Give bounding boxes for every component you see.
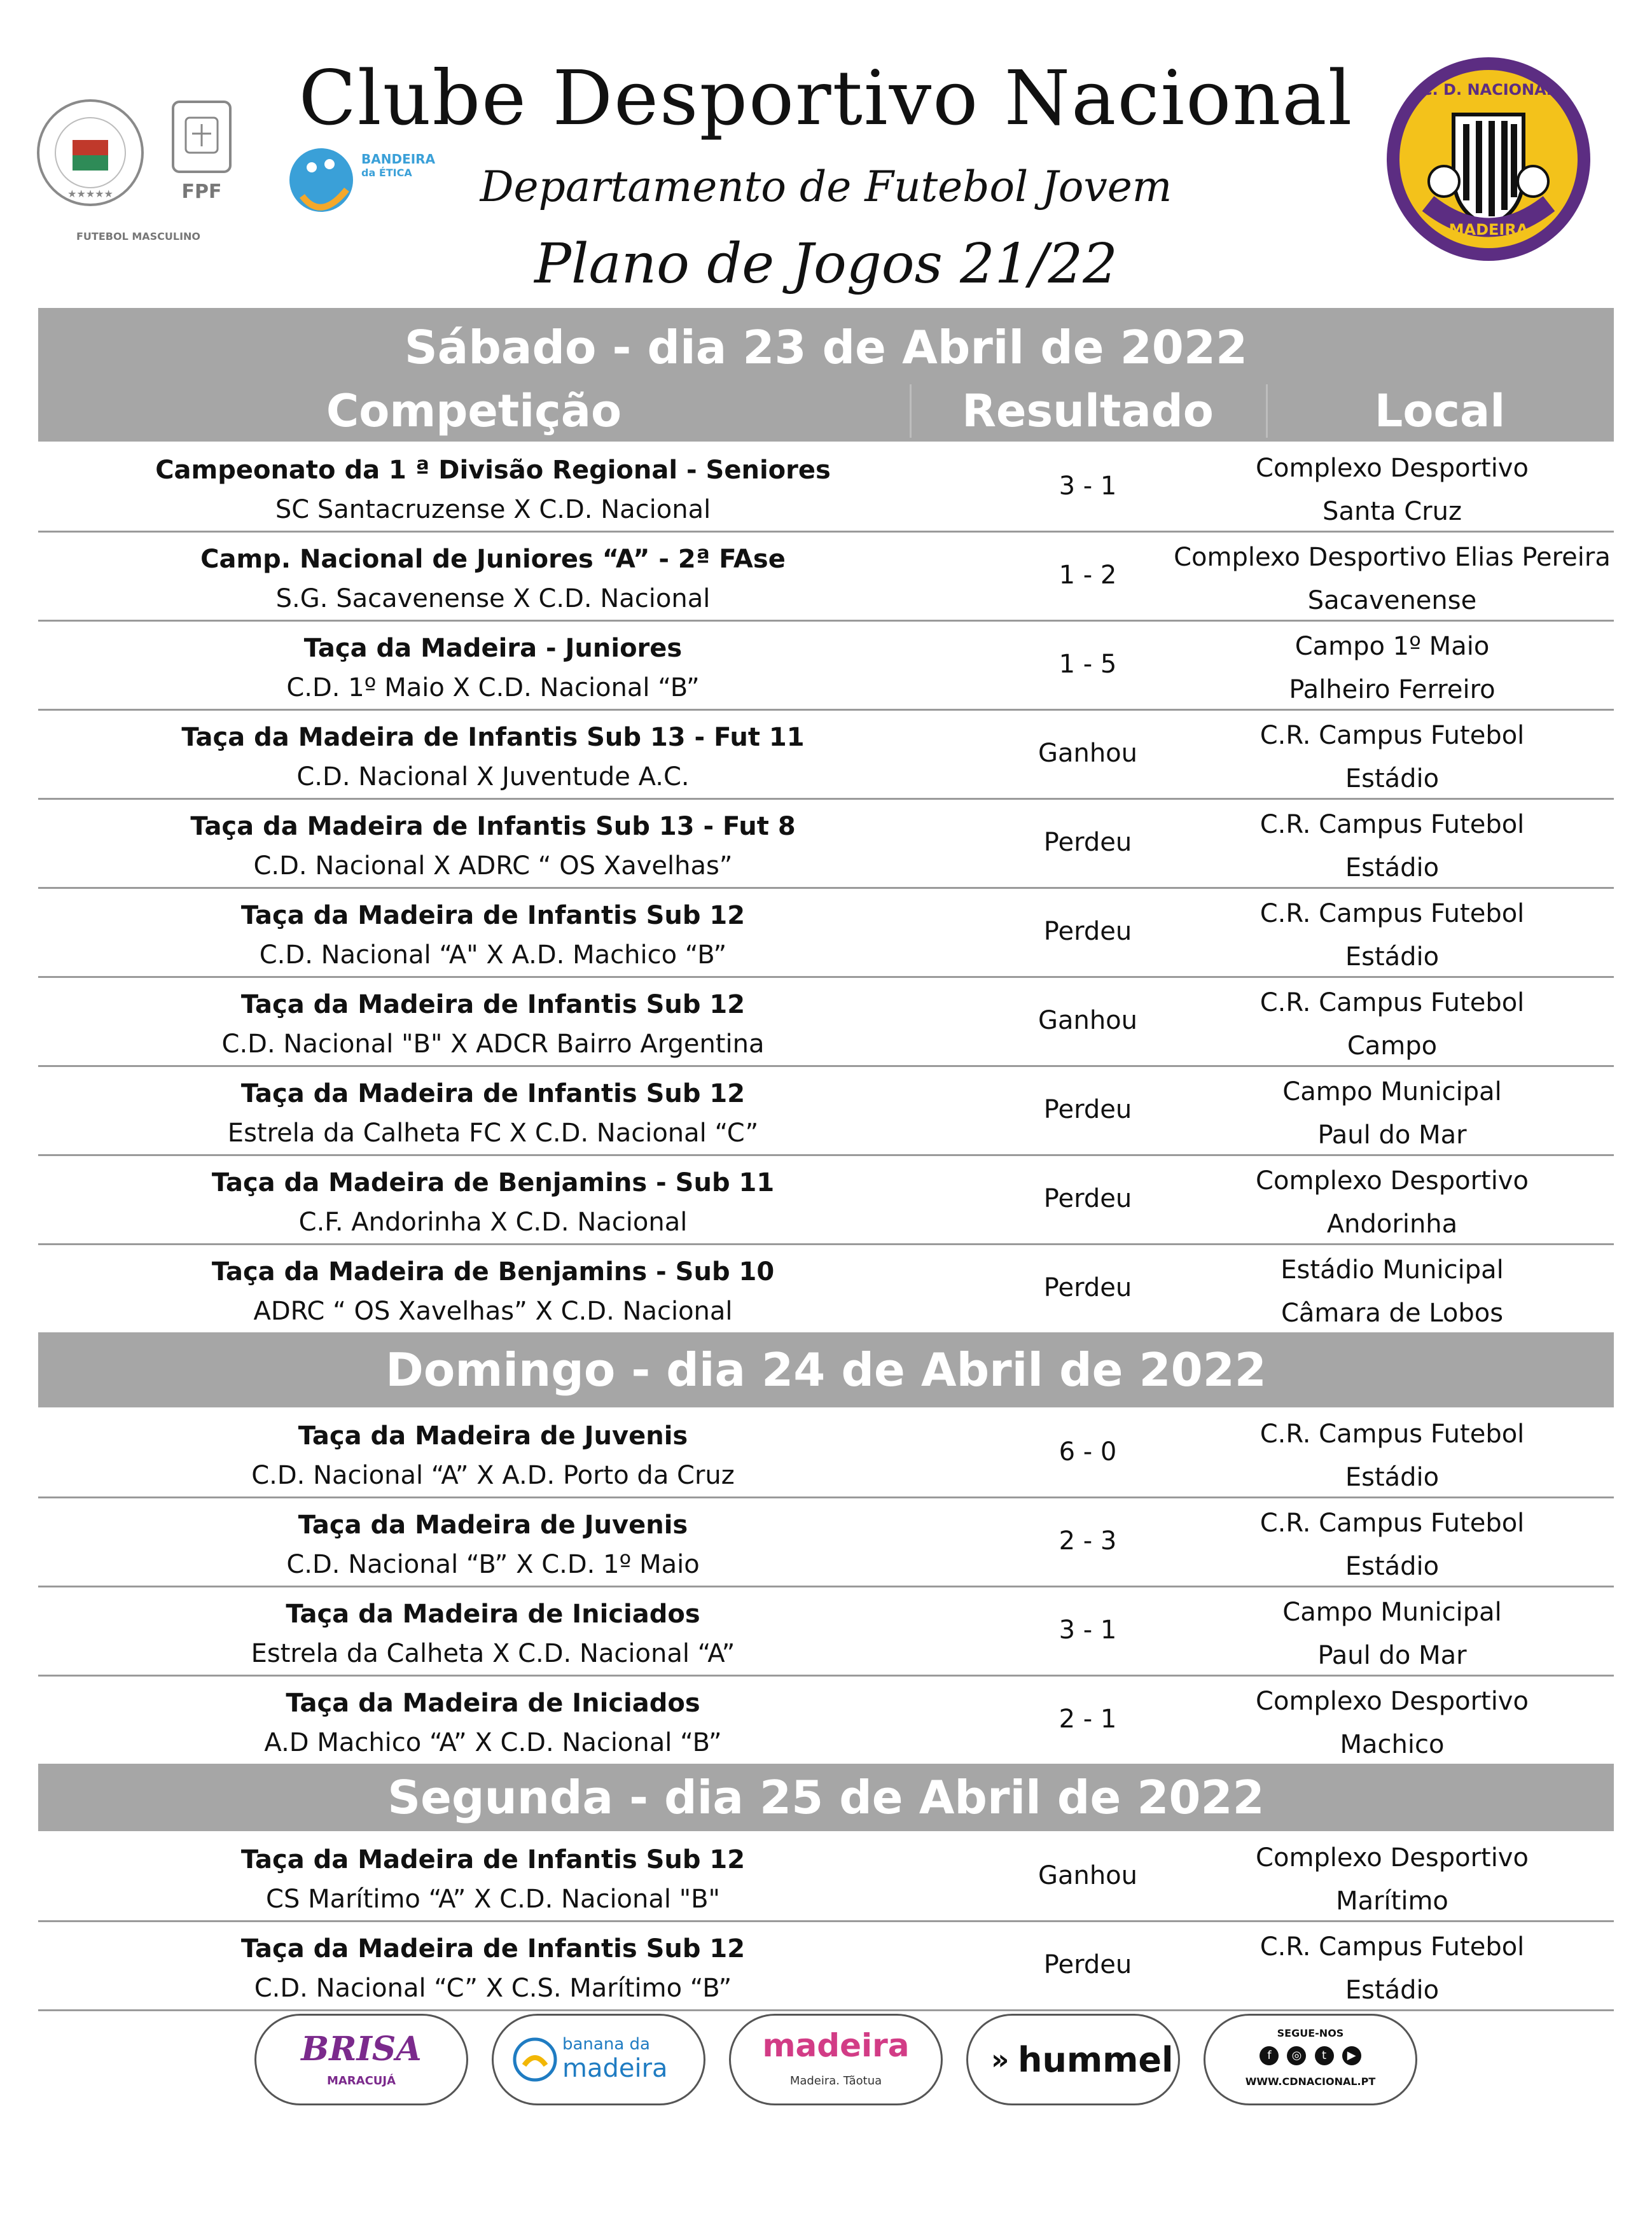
competition: Taça da Madeira de Juvenis [298, 1421, 688, 1451]
venue-line2: Estádio [1345, 853, 1440, 882]
game-row [38, 1065, 1614, 1156]
brisa-wordmark: BRISA [301, 2030, 422, 2068]
result: Perdeu [1043, 1273, 1132, 1302]
result: Ganhou [1038, 1006, 1138, 1035]
venue-line1: C.R. Campus Futebol [1260, 899, 1525, 928]
competition: Taça da Madeira de Juvenis [298, 1510, 688, 1540]
competition: Taça da Madeira de Iniciados [286, 1600, 700, 1629]
game-row [38, 798, 1614, 889]
venue-line1: C.R. Campus Futebol [1260, 1419, 1525, 1449]
venue-line1: C.R. Campus Futebol [1260, 1932, 1525, 1962]
result: 3 - 1 [1059, 1615, 1117, 1645]
column-header-local: Local [1374, 385, 1506, 437]
venue-line1: Complexo Desportivo [1256, 1166, 1529, 1196]
venue-line1: Campo 1º Maio [1295, 632, 1490, 661]
banana-icon [513, 2037, 557, 2082]
venue-line2: Campo [1347, 1031, 1438, 1061]
club-title: Clube Desportivo Nacional [298, 54, 1354, 142]
game-row [38, 1586, 1614, 1677]
sponsor-madeira-logo [729, 2014, 943, 2105]
match: Estrela da Calheta X C.D. Nacional “A” [251, 1639, 735, 1668]
result: Perdeu [1043, 1184, 1132, 1213]
fpf-label: FPF [181, 181, 222, 203]
venue-line1: C.R. Campus Futebol [1260, 810, 1525, 839]
venue-line1: C.R. Campus Futebol [1260, 988, 1525, 1017]
match: S.G. Sacavenense X C.D. Nacional [275, 584, 711, 613]
venue-line2: Sacavenense [1307, 586, 1477, 615]
venue-line1: Complexo Desportivo [1256, 454, 1529, 483]
result: 2 - 3 [1059, 1526, 1117, 1556]
game-row [38, 1675, 1614, 1764]
brisa-sub: MARACUJÁ [326, 2074, 396, 2088]
social-links-box [1204, 2014, 1417, 2105]
game-row [38, 1407, 1614, 1498]
venue-line1: Campo Municipal [1282, 1598, 1502, 1627]
match: C.F. Andorinha X C.D. Nacional [298, 1208, 688, 1237]
game-row [38, 1831, 1614, 1922]
game-row [38, 620, 1614, 711]
social-url[interactable]: WWW.CDNACIONAL.PT [1245, 2075, 1376, 2088]
madeira-tagline: Madeira. Tãotua [789, 2074, 882, 2088]
result: 1 - 5 [1059, 650, 1117, 679]
game-row [38, 1920, 1614, 2011]
competition: Taça da Madeira de Infantis Sub 12 [240, 990, 746, 1019]
venue-line2: Estádio [1345, 1976, 1440, 2005]
competition: Taça da Madeira de Infantis Sub 12 [240, 1845, 746, 1874]
bandeira-line1: BANDEIRA [361, 151, 436, 167]
match: Estrela da Calheta FC X C.D. Nacional “C” [227, 1119, 759, 1148]
match: C.D. Nacional "B" X ADCR Bairro Argentina [221, 1029, 765, 1059]
game-row [38, 887, 1614, 978]
hummel-chevron-icon: » [991, 2044, 1010, 2076]
day-header-sunday [38, 1332, 1614, 1407]
match: C.D. Nacional “B” X C.D. 1º Maio [286, 1550, 700, 1579]
venue-line2: Estádio [1345, 1552, 1440, 1581]
column-header-competicao: Competição [326, 385, 622, 437]
fpf-sub-label: FUTEBOL MASCULINO [76, 230, 201, 242]
match: C.D. Nacional “A” X A.D. Porto da Cruz [251, 1461, 735, 1490]
sponsor-hummel-logo [966, 2014, 1180, 2105]
match: C.D. Nacional “A" X A.D. Machico “B” [259, 940, 727, 970]
competition: Taça da Madeira de Benjamins - Sub 10 [211, 1257, 775, 1287]
venue-line1: C.R. Campus Futebol [1260, 721, 1525, 750]
match: C.D. Nacional X ADRC “ OS Xavelhas” [253, 851, 733, 881]
competition: Taça da Madeira de Infantis Sub 13 - Fut 8 [190, 812, 796, 841]
competition: Taça da Madeira de Infantis Sub 12 [240, 1934, 746, 1963]
venue-line1: C.R. Campus Futebol [1260, 1509, 1525, 1538]
venue-line2: Estádio [1345, 1463, 1440, 1492]
venue-line2: Santa Cruz [1322, 497, 1462, 526]
competition: Taça da Madeira - Juniores [303, 634, 683, 663]
banana-line2: madeira [562, 2054, 668, 2083]
venue-line2: Andorinha [1326, 1210, 1458, 1239]
social-title: SEGUE-NOS [1277, 2027, 1344, 2039]
competition: Taça da Madeira de Benjamins - Sub 11 [211, 1168, 775, 1197]
department-subtitle: Departamento de Futebol Jovem [480, 162, 1172, 211]
competition: Campeonato da 1 ª Divisão Regional - Seniores [155, 456, 831, 485]
result: Perdeu [1043, 1950, 1132, 1979]
sponsor-banana-logo [492, 2014, 705, 2105]
plan-title: Plano de Jogos 21/22 [534, 232, 1118, 296]
day-label: Sábado - dia 23 de Abril de 2022 [404, 321, 1248, 374]
result: 6 - 0 [1059, 1437, 1117, 1467]
result: 3 - 1 [1059, 471, 1117, 501]
day-header-monday [38, 1764, 1614, 1831]
club-badge-bottom-text: MADEIRA [1448, 221, 1529, 239]
club-badge-top-text: C. D. NACIONAL [1420, 81, 1557, 99]
sponsor-brisa-logo [254, 2014, 468, 2105]
competition: Taça da Madeira de Infantis Sub 12 [240, 901, 746, 930]
game-row [38, 709, 1614, 800]
competition: Camp. Nacional de Juniores “A” - 2ª FAse [200, 545, 786, 574]
result: Perdeu [1043, 917, 1132, 946]
match: SC Santacruzense X C.D. Nacional [275, 495, 711, 524]
venue-line2: Palheiro Ferreiro [1289, 675, 1496, 704]
bandeira-line2: da ÉTICA [361, 167, 412, 179]
result: Perdeu [1043, 1095, 1132, 1124]
game-row [38, 1154, 1614, 1245]
venue-line2: Câmara de Lobos [1281, 1299, 1504, 1328]
match: C.D. Nacional “C” X C.S. Marítimo “B” [254, 1974, 732, 2003]
result: Perdeu [1043, 828, 1132, 857]
instagram-icon[interactable]: ◎ [1287, 2046, 1306, 2065]
match: C.D. 1º Maio X C.D. Nacional “B” [286, 673, 700, 702]
column-header-resultado: Resultado [962, 385, 1214, 437]
venue-line1: Campo Municipal [1282, 1077, 1502, 1106]
game-row [38, 976, 1614, 1067]
day-label: Domingo - dia 24 de Abril de 2022 [385, 1343, 1267, 1397]
day-header-saturday [38, 308, 1614, 442]
result: Ganhou [1038, 739, 1138, 768]
madeira-wordmark: madeira [762, 2027, 910, 2064]
svg-text:★★★★★: ★★★★★ [67, 188, 113, 200]
result: Ganhou [1038, 1861, 1138, 1890]
match: CS Marítimo “A” X C.D. Nacional "B" [266, 1885, 720, 1914]
venue-line2: Machico [1340, 1730, 1445, 1759]
competition: Taça da Madeira de Infantis Sub 12 [240, 1079, 746, 1108]
banana-line1: banana da [562, 2035, 650, 2054]
game-row [38, 531, 1614, 622]
match: A.D Machico “A” X C.D. Nacional “B” [264, 1728, 722, 1757]
venue-line1: Complexo Desportivo [1256, 1687, 1529, 1716]
result: 1 - 2 [1059, 561, 1117, 590]
facebook-icon[interactable]: f [1260, 2046, 1279, 2065]
club-badge-logo [1384, 54, 1593, 264]
day-label: Segunda - dia 25 de Abril de 2022 [387, 1771, 1265, 1824]
twitter-icon[interactable]: t [1315, 2046, 1334, 2065]
youtube-icon[interactable]: ▶ [1342, 2046, 1361, 2065]
competition: Taça da Madeira de Iniciados [286, 1689, 700, 1718]
game-row [38, 442, 1614, 533]
hummel-wordmark: hummel [1018, 2040, 1174, 2080]
result: 2 - 1 [1059, 1705, 1117, 1734]
venue-line2: Paul do Mar [1317, 1641, 1467, 1670]
venue-line1: Complexo Desportivo [1256, 1843, 1529, 1873]
game-row [38, 1243, 1614, 1332]
match: C.D. Nacional X Juventude A.C. [296, 762, 690, 792]
venue-line2: Estádio [1345, 942, 1440, 972]
game-row [38, 1496, 1614, 1587]
match: ADRC “ OS Xavelhas” X C.D. Nacional [253, 1297, 733, 1326]
venue-line1: Complexo Desportivo Elias Pereira [1174, 543, 1611, 572]
venue-line2: Estádio [1345, 764, 1440, 793]
venue-line1: Estádio Municipal [1281, 1255, 1504, 1285]
venue-line2: Paul do Mar [1317, 1120, 1467, 1150]
venue-line2: Marítimo [1336, 1887, 1448, 1916]
competition: Taça da Madeira de Infantis Sub 13 - Fut 11 [181, 723, 805, 752]
